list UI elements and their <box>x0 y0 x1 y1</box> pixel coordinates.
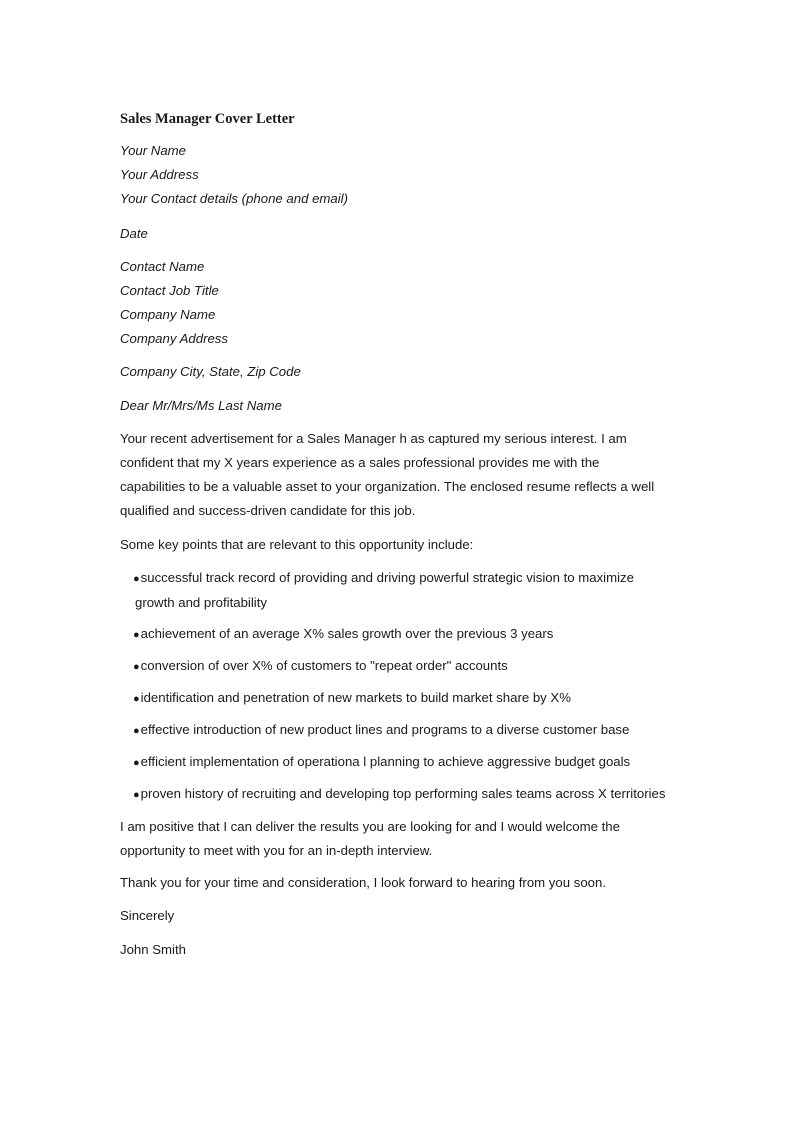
recipient-job-title: Contact Job Title <box>120 283 219 298</box>
salutation: Dear Mr/Mrs/Ms Last Name <box>120 398 282 413</box>
thanks-line: Thank you for your time and consideration, I look forward to hearing from you soon. <box>120 875 606 890</box>
intro-line: capabilities to be a valuable asset to your organization. The enclosed resume reflects a well <box>120 479 655 494</box>
bullet-dot-icon: ● <box>133 693 140 705</box>
intro-line: confident that my X years experience as a sales professional provides me with the <box>120 455 600 470</box>
key-points-intro: Some key points that are relevant to this opportunity include: <box>120 537 474 552</box>
recipient-company-address: Company Address <box>120 331 228 346</box>
bullet-text: effective introduction of new product lines and programs to a diverse customer base <box>140 722 630 737</box>
bullet-item <box>133 622 693 647</box>
bullet-item <box>133 750 693 775</box>
recipient-city-state-zip: Company City, State, Zip Code <box>120 364 301 379</box>
letter-date: Date <box>120 226 148 241</box>
bullet-dot-icon: ● <box>133 629 140 641</box>
bullet-text: efficient implementation of operationa l planning to achieve aggressive budget goals <box>140 754 631 769</box>
bullet-text-continued: growth and profitability <box>135 595 267 610</box>
recipient-company-name: Company Name <box>120 307 216 322</box>
sender-name: Your Name <box>120 143 186 158</box>
bullet-item <box>133 654 693 679</box>
sign-off: Sincerely <box>120 908 175 923</box>
closing-paragraph <box>120 815 680 863</box>
closing-line: I am positive that I can deliver the results you are looking for and I would welcome the <box>120 819 620 834</box>
bullet-text: successful track record of providing and driving powerful strategic vision to maximize <box>140 570 634 585</box>
bullet-item <box>133 566 693 615</box>
intro-paragraph <box>120 427 680 523</box>
bullet-dot-icon: ● <box>133 573 140 585</box>
bullet-dot-icon: ● <box>133 725 140 737</box>
sender-contact: Your Contact details (phone and email) <box>120 191 348 206</box>
bullet-text: identification and penetration of new markets to build market share by X% <box>140 690 571 705</box>
closing-line: opportunity to meet with you for an in-depth interview. <box>120 843 433 858</box>
bullet-text: conversion of over X% of customers to "repeat order" accounts <box>140 658 508 673</box>
bullet-item <box>133 686 693 711</box>
bullet-dot-icon: ● <box>133 789 140 801</box>
bullet-item <box>133 718 693 743</box>
document-title: Sales Manager Cover Letter <box>120 111 295 127</box>
bullet-item <box>133 782 693 807</box>
bullet-text: proven history of recruiting and developing top performing sales teams across X territories <box>140 786 666 801</box>
sender-address: Your Address <box>120 167 199 182</box>
intro-line: Your recent advertisement for a Sales Manager h as captured my serious interest. I am <box>120 431 627 446</box>
intro-line: qualified and success-driven candidate for this job. <box>120 503 416 518</box>
bullet-dot-icon: ● <box>133 757 140 769</box>
recipient-contact-name: Contact Name <box>120 259 205 274</box>
bullet-dot-icon: ● <box>133 661 140 673</box>
signature-name: John Smith <box>120 942 186 957</box>
bullet-text: achievement of an average X% sales growth over the previous 3 years <box>140 626 554 641</box>
